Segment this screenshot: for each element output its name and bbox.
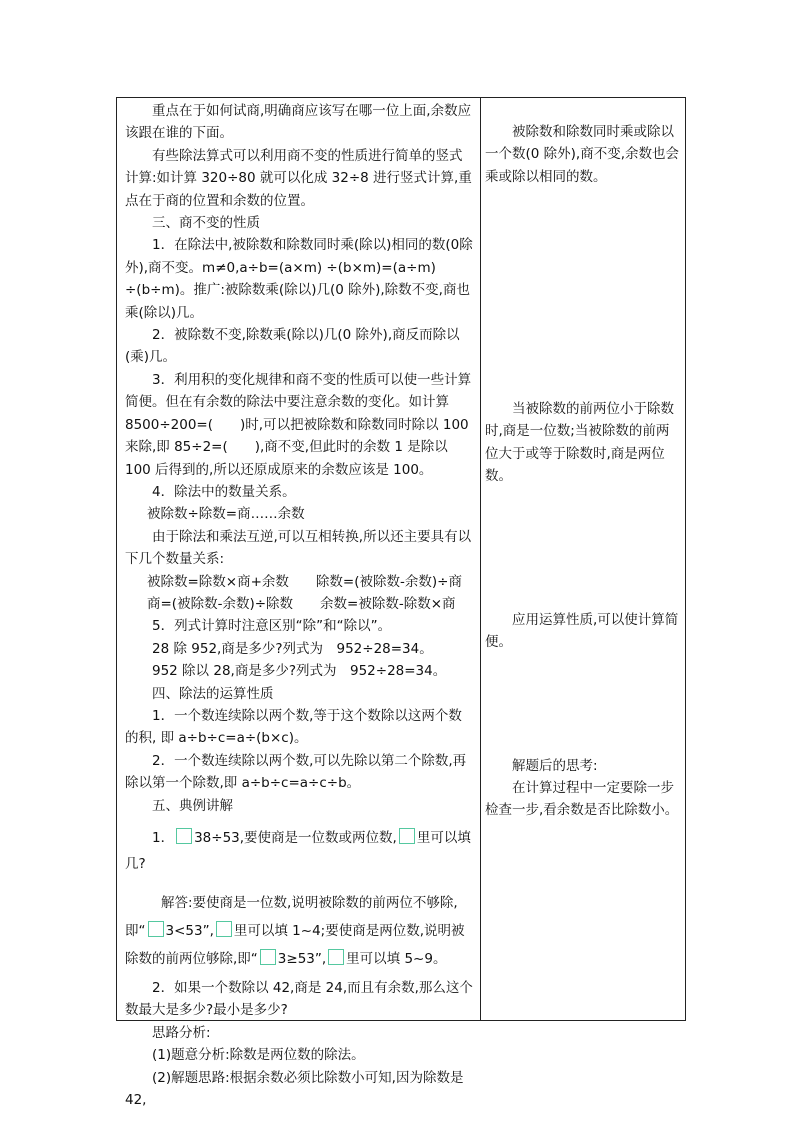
paragraph: 1．在除法中,被除数和除数同时乘(除以)相同的数(0除外),商不变。m≠0,a÷b=(a×m) ÷(b×m)=(a÷m) ÷(b÷m)。推广:被除数乘(除以)几(0 除外),除数不变,商也乘(除以)几。 [125, 237, 473, 321]
paragraph: 有些除法算式可以利用商不变的性质进行简单的竖式计算:如计算 320÷80 就可以化成 32÷8 进行竖式计算,重点在于商的位置和余数的位置。 [125, 147, 472, 209]
problem-text: 38÷53,要使商是一位数或两位数, [194, 830, 397, 846]
paragraph: (1)题意分析:除数是两位数的除法。 [152, 1047, 365, 1064]
problem-number: 1． [152, 830, 175, 846]
answer-text: 里可以填 1~4;要使商是两位数,说明被除数的前两位够除,即“ [125, 923, 465, 967]
blank-box-icon [148, 921, 164, 937]
side-note: 被除数和除数同时乘或除以一个数(0 除外),商不变,余数也会乘或除以相同的数。 [485, 124, 679, 185]
paragraph: 5．列式计算时注意区别“除”和“除以”。 [152, 618, 392, 635]
blank-box-icon [176, 828, 192, 844]
blank-box-icon [216, 921, 232, 937]
paragraph: 重点在于如何试商,明确商应该写在哪一位上面,余数应该跟在谁的下面。 [125, 103, 472, 142]
paragraph: 4．除法中的数量关系。 [152, 483, 296, 500]
content-column [125, 100, 475, 1111]
answer-text: 3<53”, [165, 923, 214, 939]
lesson-table [116, 97, 686, 1109]
section-heading: 三、商不变的性质 [152, 215, 260, 232]
answer-text: “ [138, 923, 146, 939]
problem-text: 里可以填几? [125, 830, 471, 872]
side-note: 当被除数的前两位小于除数时,商是一位数;当被除数的前两位大于或等于除数时,商是两位数。 [485, 401, 674, 485]
section-heading: 五、典例讲解 [152, 797, 233, 814]
side-note-title: 解题后的思考: [512, 758, 598, 774]
answer-text: 里可以填 5~9。 [346, 951, 447, 967]
example-line: 28 除 952,商是多少?列式为 952÷28=34。 [152, 640, 433, 657]
blank-box-icon [328, 949, 344, 965]
side-note: 应用运算性质,可以使计算简便。 [485, 612, 679, 651]
formula-line: 被除数÷除数=商……余数 [147, 506, 305, 523]
problem-1 [125, 825, 475, 877]
paragraph: 2．被除数不变,除数乘(除以)几(0 除外),商反而除以(乘)几。 [125, 327, 460, 366]
answer-text: 解答:要使商是一位数,说明被除数的前两位不够除,即 [125, 895, 458, 939]
answer-text: 3≥53”, [277, 951, 327, 967]
blank-box-icon [260, 949, 276, 965]
problem-1-answer [125, 889, 475, 973]
paragraph: 3．利用积的变化规律和商不变的性质可以使一些计算简便。但在有余数的除法中要注意余数的变化。如计算 8500÷200=( )时,可以把被除数和除数同时除以 100 来除,即 85÷2=( ),商不变,但此时的余数 1 是除以 100 后得到的,所以还原成原来的余数应该是 100。 [125, 371, 472, 478]
paragraph: (2)解题思路:根据余数必须比除数小可知,因为除数是 42, [125, 1069, 464, 1109]
paragraph: 1．一个数连续除以两个数,等于这个数除以这两个数的积, 即 a÷b÷c=a÷(b×c)。 [125, 707, 462, 747]
section-heading: 四、除法的运算性质 [152, 685, 274, 702]
formula-line: 商=(被除数-余数)÷除数 余数=被除数-除数×商 [147, 595, 456, 612]
paragraph: 2．一个数连续除以两个数,可以先除以第二个除数,再除以第一个除数,即 a÷b÷c=a÷c÷b。 [125, 752, 467, 792]
column-divider [480, 98, 481, 1020]
side-note: 在计算过程中一定要除一步检查一步,看余数是否比除数小。 [485, 780, 679, 819]
problem-2: 2．如果一个数除以 42,商是 24,而且有余数,那么这个数最大是多少?最小是多少? [125, 980, 473, 1019]
formula-line: 被除数=除数×商+余数 除数=(被除数-余数)÷商 [147, 573, 462, 590]
example-line: 952 除以 28,商是多少?列式为 952÷28=34。 [152, 663, 447, 680]
blank-box-icon [399, 828, 415, 844]
paragraph: 思路分析: [152, 1024, 211, 1041]
paragraph: 由于除法和乘法互逆,可以互相转换,所以还主要具有以下几个数量关系: [125, 528, 472, 568]
